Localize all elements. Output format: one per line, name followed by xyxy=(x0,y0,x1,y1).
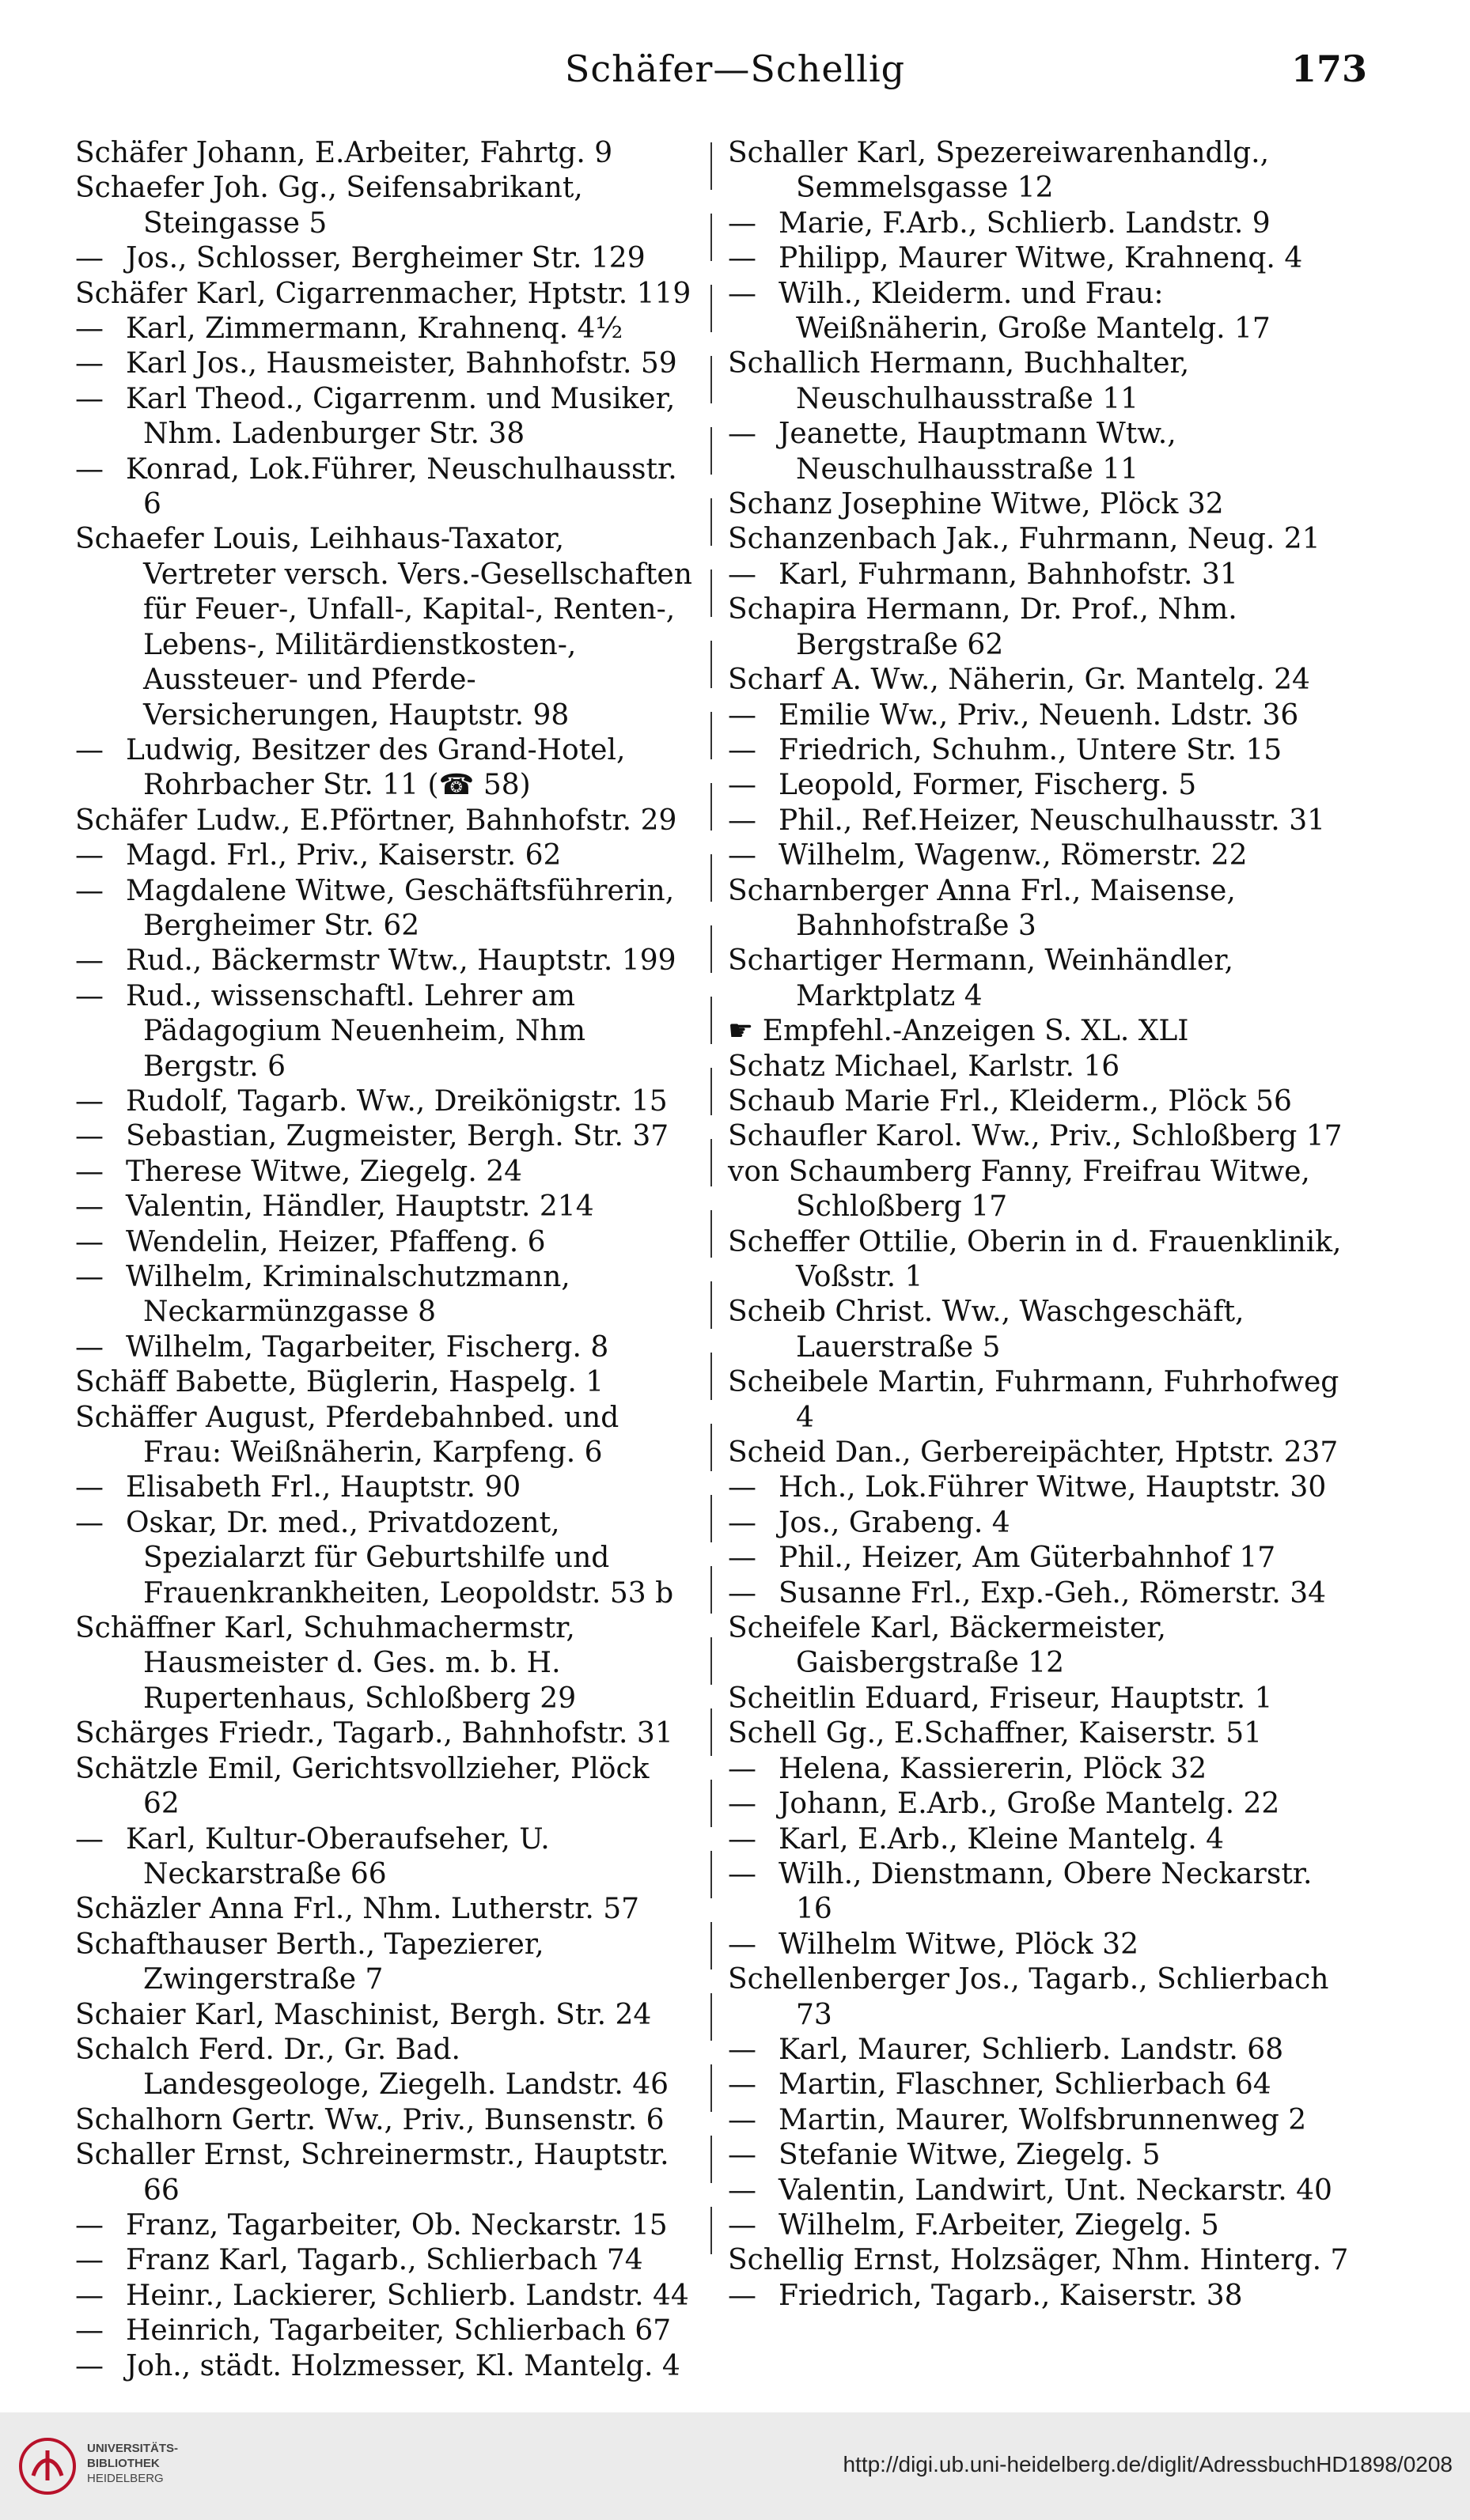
entry-text: Schalhorn Gertr. Ww., Priv., Bunsenstr. 6 xyxy=(75,2103,665,2136)
directory-entry xyxy=(728,1155,1353,1225)
repeat-name-dash: — xyxy=(728,2068,756,2102)
entry-text: von Schaumberg Fanny, Freifrau Witwe, Schloßberg 17 xyxy=(728,1155,1310,1224)
institution-line-3: HEIDELBERG xyxy=(87,2472,164,2485)
directory-entry xyxy=(75,2103,692,2138)
left-column xyxy=(75,136,692,2384)
repeat-name-dash: — xyxy=(728,2033,756,2066)
directory-entry xyxy=(728,558,1353,592)
directory-entry xyxy=(75,979,692,1084)
entry-text: Scheibele Martin, Fuhrmann, Fuhrhofweg 4 xyxy=(728,1366,1339,1434)
repeat-name-dash: — xyxy=(728,839,756,872)
repeat-name-dash: — xyxy=(728,558,756,591)
directory-entry xyxy=(728,1050,1353,1084)
entry-text: Valentin, Landwirt, Unt. Neckarstr. 40 xyxy=(779,2174,1332,2207)
directory-entry xyxy=(728,277,1353,347)
entry-text: Rudolf, Tagarb. Ww., Dreikönigstr. 15 xyxy=(126,1084,668,1118)
directory-entry xyxy=(728,592,1353,663)
entry-text: Hch., Lok.Führer Witwe, Hauptstr. 30 xyxy=(779,1471,1327,1504)
repeat-name-dash: — xyxy=(75,242,104,275)
entry-text: Magd. Frl., Priv., Kaiserstr. 62 xyxy=(126,839,562,872)
entry-text: Leopold, Former, Fischerg. 5 xyxy=(779,769,1197,802)
entry-text: Schalch Ferd. Dr., Gr. Bad. Landesgeologe, Ziegelh. Landstr. 46 xyxy=(75,2033,669,2102)
entry-text: Schäzler Anna Frl., Nhm. Lutherstr. 57 xyxy=(75,1893,640,1926)
directory-entry xyxy=(728,1857,1353,1928)
directory-entry xyxy=(75,1225,692,1260)
repeat-name-dash: — xyxy=(75,1155,104,1188)
entry-text: Schallich Hermann, Buchhalter, Neuschulhausstraße 11 xyxy=(728,347,1190,415)
digitization-footer xyxy=(0,2412,1470,2520)
directory-entry xyxy=(75,312,692,346)
directory-entry xyxy=(728,1716,1353,1751)
entry-text: ☛ Empfehl.-Anzeigen S. XL. XLI xyxy=(728,1015,1189,1048)
entry-text: Schärges Friedr., Tagarb., Bahnhofstr. 31 xyxy=(75,1717,673,1750)
directory-entry xyxy=(728,2174,1353,2208)
directory-entry xyxy=(75,1119,692,1154)
page-number: 173 xyxy=(1290,47,1367,90)
directory-entry xyxy=(728,1541,1353,1576)
directory-entry xyxy=(728,874,1353,944)
directory-entry xyxy=(728,487,1353,522)
entry-text: Joh., städt. Holzmesser, Kl. Mantelg. 4 xyxy=(126,2349,680,2382)
entry-text: Jos., Grabeng. 4 xyxy=(779,1506,1010,1539)
entry-text: Marie, F.Arb., Schlierb. Landstr. 9 xyxy=(779,206,1271,240)
directory-entry xyxy=(728,1682,1353,1716)
directory-entry xyxy=(728,206,1353,241)
entry-text: Wilh., Kleiderm. und Frau: Weißnäherin, Große Mantelg. 17 xyxy=(779,277,1271,346)
repeat-name-dash: — xyxy=(75,1822,104,1856)
directory-entry xyxy=(728,1611,1353,1682)
directory-entry xyxy=(75,804,692,838)
institution-line-2: BIBLIOTHEK xyxy=(87,2457,160,2470)
directory-entry xyxy=(728,417,1353,487)
directory-entry xyxy=(75,1190,692,1224)
directory-entry xyxy=(75,1330,692,1365)
entry-text: Schaefer Joh. Gg., Seifensabrikant, Steingasse 5 xyxy=(75,172,583,240)
directory-entry xyxy=(728,1506,1353,1541)
entry-text: Rud., Bäckermstr Wtw., Hauptstr. 199 xyxy=(126,944,676,978)
repeat-name-dash: — xyxy=(728,2279,756,2312)
entry-text: Schaller Ernst, Schreinermstr., Hauptstr. 66 xyxy=(75,2139,669,2207)
directory-entry xyxy=(75,1928,692,1998)
repeat-name-dash: — xyxy=(728,277,756,310)
entry-text: Karl, Fuhrmann, Bahnhofstr. 31 xyxy=(779,558,1238,591)
entry-text: Therese Witwe, Ziegelg. 24 xyxy=(126,1155,523,1188)
entry-text: Schapira Hermann, Dr. Prof., Nhm. Bergstraße 62 xyxy=(728,593,1237,661)
directory-entry xyxy=(75,2208,692,2243)
entry-text: Schellenberger Jos., Tagarb., Schlierbach 73 xyxy=(728,1963,1329,2031)
repeat-name-dash: — xyxy=(75,2279,104,2312)
directory-entry xyxy=(75,1365,692,1400)
entry-text: Schaub Marie Frl., Kleiderm., Plöck 56 xyxy=(728,1084,1292,1118)
directory-entry xyxy=(728,1752,1353,1787)
entry-text: Johann, E.Arb., Große Mantelg. 22 xyxy=(779,1788,1280,1821)
entry-text: Karl, Kultur-Oberaufseher, U. Neckarstraße 66 xyxy=(126,1822,550,1890)
directory-entry xyxy=(75,733,692,804)
repeat-name-dash: — xyxy=(75,979,104,1012)
repeat-name-dash: — xyxy=(75,1471,104,1504)
entry-text: Schatz Michael, Karlstr. 16 xyxy=(728,1050,1120,1083)
entry-text: Jeanette, Hauptmann Wtw., Neuschulhausstraße 11 xyxy=(779,418,1176,486)
directory-entry xyxy=(75,1470,692,1505)
entry-text: Wilhelm, Kriminalschutzmann, Neckarmünzgasse 8 xyxy=(126,1261,570,1329)
directory-entry xyxy=(728,241,1353,276)
directory-entry xyxy=(728,2208,1353,2243)
entry-text: Jos., Schlosser, Bergheimer Str. 129 xyxy=(126,242,646,275)
repeat-name-dash: — xyxy=(75,2349,104,2382)
entry-text: Wilhelm Witwe, Plöck 32 xyxy=(779,1928,1138,1961)
repeat-name-dash: — xyxy=(728,2208,756,2242)
directory-entry xyxy=(728,838,1353,873)
entry-text: Wilhelm, Wagenw., Römerstr. 22 xyxy=(779,839,1248,872)
column-divider xyxy=(710,142,712,2270)
directory-entry xyxy=(728,1119,1353,1154)
repeat-name-dash: — xyxy=(75,1120,104,1153)
directory-entry xyxy=(75,1822,692,1893)
entry-text: Magdalene Witwe, Geschäftsführerin, Bergheimer Str. 62 xyxy=(126,874,675,942)
entry-text: Martin, Maurer, Wolfsbrunnenweg 2 xyxy=(779,2103,1307,2136)
entry-text: Sebastian, Zugmeister, Bergh. Str. 37 xyxy=(126,1120,669,1153)
entry-text: Wilhelm, F.Arbeiter, Ziegelg. 5 xyxy=(779,2208,1219,2242)
entry-text: Heinr., Lackierer, Schlierb. Landstr. 44 xyxy=(126,2279,689,2312)
entry-text: Ludwig, Besitzer des Grand-Hotel, Rohrbacher Str. 11 (☎ 58) xyxy=(126,733,626,802)
directory-entry xyxy=(75,382,692,452)
directory-entry xyxy=(75,1998,692,2033)
entry-text: Karl, Zimmermann, Krahnenq. 4½ xyxy=(126,312,623,346)
repeat-name-dash: — xyxy=(728,1576,756,1610)
directory-entry xyxy=(75,136,692,171)
entry-text: Schellig Ernst, Holzsäger, Nhm. Hinterg. 7 xyxy=(728,2244,1349,2277)
directory-entry xyxy=(728,136,1353,206)
entry-text: Scheid Dan., Gerbereipächter, Hptstr. 237 xyxy=(728,1436,1339,1470)
directory-entry xyxy=(728,1962,1353,2033)
repeat-name-dash: — xyxy=(75,1190,104,1224)
directory-entry xyxy=(728,1084,1353,1119)
repeat-name-dash: — xyxy=(75,944,104,978)
entry-text: Schaefer Louis, Leihhaus-Taxator, Vertreter versch. Vers.-Gesellschaften für Feuer-, Unfall-, Kapital-, Renten-, Lebens-, Militärdienstkosten-, Aussteuer- und Pferde-Versicherungen, Hauptstr. 98 xyxy=(75,523,692,732)
repeat-name-dash: — xyxy=(75,312,104,346)
entry-text: Heinrich, Tagarbeiter, Schlierbach 67 xyxy=(126,2314,672,2348)
repeat-name-dash: — xyxy=(728,733,756,766)
repeat-name-dash: — xyxy=(75,874,104,907)
directory-entry xyxy=(728,804,1353,838)
entry-text: Schaufler Karol. Ww., Priv., Schloßberg 17 xyxy=(728,1120,1343,1153)
directory-entry xyxy=(75,1401,692,1471)
directory-entry xyxy=(75,944,692,978)
directory-entry xyxy=(728,346,1353,417)
repeat-name-dash: — xyxy=(728,1857,756,1890)
directory-entry xyxy=(728,1295,1353,1365)
entry-text: Scheffer Ottilie, Oberin in d. Frauenklinik, Voßstr. 1 xyxy=(728,1225,1342,1293)
entry-text: Helena, Kassiererin, Plöck 32 xyxy=(779,1752,1207,1785)
entry-text: Elisabeth Frl., Hauptstr. 90 xyxy=(126,1471,521,1504)
repeat-name-dash: — xyxy=(75,2244,104,2277)
entry-text: Martin, Flaschner, Schlierbach 64 xyxy=(779,2068,1271,2102)
directory-entry xyxy=(75,2243,692,2278)
repeat-name-dash: — xyxy=(728,1822,756,1856)
entry-text: Friedrich, Schuhm., Untere Str. 15 xyxy=(779,733,1282,766)
directory-entry xyxy=(728,2279,1353,2314)
repeat-name-dash: — xyxy=(75,733,104,766)
entry-text: Oskar, Dr. med., Privatdozent, Spezialarzt für Geburtshilfe und Frauenkrankheiten, Leopoldstr. 53 b xyxy=(126,1506,674,1610)
directory-entry xyxy=(75,452,692,523)
directory-entry xyxy=(728,1014,1353,1049)
repeat-name-dash: — xyxy=(75,1084,104,1118)
entry-text: Franz Karl, Tagarb., Schlierbach 74 xyxy=(126,2244,643,2277)
directory-entry xyxy=(75,1260,692,1330)
repeat-name-dash: — xyxy=(728,698,756,732)
directory-entry xyxy=(728,1787,1353,1822)
directory-entry xyxy=(75,1611,692,1716)
directory-entry xyxy=(728,2138,1353,2173)
directory-entry xyxy=(75,2349,692,2384)
repeat-name-dash: — xyxy=(75,1225,104,1258)
library-seal-icon xyxy=(16,2435,79,2498)
directory-entry xyxy=(728,768,1353,803)
entry-text: Konrad, Lok.Führer, Neuschulhausstr. 6 xyxy=(126,452,677,521)
directory-entry xyxy=(75,241,692,276)
entry-text: Scharf A. Ww., Näherin, Gr. Mantelg. 24 xyxy=(728,664,1310,697)
directory-entry xyxy=(728,1436,1353,1470)
entry-text: Karl, Maurer, Schlierb. Landstr. 68 xyxy=(779,2033,1284,2066)
repeat-name-dash: — xyxy=(75,452,104,486)
directory-entry xyxy=(728,2243,1353,2278)
directory-entry xyxy=(75,277,692,312)
directory-entry xyxy=(75,2033,692,2103)
directory-entry xyxy=(75,2138,692,2208)
directory-entry xyxy=(75,2279,692,2314)
directory-entry xyxy=(728,1365,1353,1436)
directory-entry xyxy=(75,1752,692,1822)
institution-line-1: UNIVERSITÄTS- xyxy=(87,2442,179,2455)
entry-text: Schartiger Hermann, Weinhändler, Marktplatz 4 xyxy=(728,944,1233,1012)
directory-entry xyxy=(728,698,1353,733)
entry-text: Scheifele Karl, Bäckermeister, Gaisbergstraße 12 xyxy=(728,1612,1166,1680)
entry-text: Schäfer Johann, E.Arbeiter, Fahrtg. 9 xyxy=(75,137,613,169)
directory-entry xyxy=(75,1892,692,1927)
entry-text: Karl Theod., Cigarrenm. und Musiker, Nhm. Ladenburger Str. 38 xyxy=(126,382,676,451)
repeat-name-dash: — xyxy=(75,2314,104,2348)
directory-entry xyxy=(728,733,1353,768)
repeat-name-dash: — xyxy=(75,347,104,380)
directory-entry xyxy=(728,944,1353,1014)
directory-entry xyxy=(75,1084,692,1119)
entry-text: Franz, Tagarbeiter, Ob. Neckarstr. 15 xyxy=(126,2208,668,2242)
repeat-name-dash: — xyxy=(75,1330,104,1364)
directory-entry xyxy=(75,346,692,381)
repeat-name-dash: — xyxy=(728,418,756,451)
entry-text: Schanzenbach Jak., Fuhrmann, Neug. 21 xyxy=(728,523,1320,556)
page-header xyxy=(0,47,1470,103)
repeat-name-dash: — xyxy=(728,1752,756,1785)
directory-entry xyxy=(728,1470,1353,1505)
entry-text: Wendelin, Heizer, Pfaffeng. 6 xyxy=(126,1225,546,1258)
directory-entry xyxy=(728,1928,1353,1962)
directory-entry xyxy=(75,2314,692,2348)
directory-entry xyxy=(728,663,1353,698)
repeat-name-dash: — xyxy=(728,1542,756,1575)
entry-text: Schäffner Karl, Schuhmachermstr, Hausmeister d. Ges. m. b. H. Rupertenhaus, Schloßberg 29 xyxy=(75,1612,577,1715)
running-head-title: Schäfer—Schellig xyxy=(564,47,906,90)
entry-text: Emilie Ww., Priv., Neuenh. Ldstr. 36 xyxy=(779,698,1299,732)
directory-entry xyxy=(75,1506,692,1611)
entry-text: Karl, E.Arb., Kleine Mantelg. 4 xyxy=(779,1822,1225,1856)
directory-entry xyxy=(728,522,1353,557)
entry-text: Philipp, Maurer Witwe, Krahnenq. 4 xyxy=(779,242,1303,275)
directory-entry xyxy=(75,171,692,241)
entry-text: Friedrich, Tagarb., Kaiserstr. 38 xyxy=(779,2279,1243,2312)
directory-entry xyxy=(728,1822,1353,1857)
repeat-name-dash: — xyxy=(728,1928,756,1961)
entry-text: Schätzle Emil, Gerichtsvollzieher, Plöck 62 xyxy=(75,1752,650,1821)
repeat-name-dash: — xyxy=(75,382,104,415)
entry-text: Wilhelm, Tagarbeiter, Fischerg. 8 xyxy=(126,1330,609,1364)
entry-text: Susanne Frl., Exp.-Geh., Römerstr. 34 xyxy=(779,1576,1327,1610)
directory-entry xyxy=(728,2103,1353,2138)
repeat-name-dash: — xyxy=(728,242,756,275)
repeat-name-dash: — xyxy=(728,1788,756,1821)
directory-entry xyxy=(728,2068,1353,2102)
repeat-name-dash: — xyxy=(75,2208,104,2242)
directory-entry xyxy=(728,1225,1353,1296)
entry-text: Karl Jos., Hausmeister, Bahnhofstr. 59 xyxy=(126,347,677,380)
repeat-name-dash: — xyxy=(75,839,104,872)
directory-entry xyxy=(728,1576,1353,1611)
entry-text: Scharnberger Anna Frl., Maisense, Bahnhofstraße 3 xyxy=(728,874,1236,942)
entry-text: Phil., Ref.Heizer, Neuschulhausstr. 31 xyxy=(779,804,1325,837)
entry-text: Stefanie Witwe, Ziegelg. 5 xyxy=(779,2139,1161,2172)
directory-entry xyxy=(75,874,692,944)
directory-entry xyxy=(75,522,692,732)
repeat-name-dash: — xyxy=(75,1261,104,1293)
repeat-name-dash: — xyxy=(728,769,756,802)
directory-entry xyxy=(728,2033,1353,2068)
entry-text: Schäfer Ludw., E.Pförtner, Bahnhofstr. 29 xyxy=(75,804,677,837)
entry-text: Valentin, Händler, Hauptstr. 214 xyxy=(126,1190,594,1224)
repeat-name-dash: — xyxy=(75,1506,104,1539)
entry-text: Schaier Karl, Maschinist, Bergh. Str. 24 xyxy=(75,1998,652,2031)
entry-text: Wilh., Dienstmann, Obere Neckarstr. 16 xyxy=(779,1857,1313,1926)
directory-entry xyxy=(75,1716,692,1751)
repeat-name-dash: — xyxy=(728,1471,756,1504)
right-column xyxy=(728,136,1353,2314)
entry-text: Schäff Babette, Büglerin, Haspelg. 1 xyxy=(75,1366,604,1399)
source-url-link[interactable]: http://digi.ub.uni-heidelberg.de/diglit/AdressbuchHD1898/0208 xyxy=(843,2452,1453,2476)
directory-entry xyxy=(75,1155,692,1190)
repeat-name-dash: — xyxy=(728,2174,756,2207)
entry-text: Phil., Heizer, Am Güterbahnhof 17 xyxy=(779,1542,1276,1575)
repeat-name-dash: — xyxy=(728,1506,756,1539)
repeat-name-dash: — xyxy=(728,2139,756,2172)
entry-text: Schanz Josephine Witwe, Plöck 32 xyxy=(728,488,1224,521)
repeat-name-dash: — xyxy=(728,804,756,837)
directory-entry xyxy=(75,838,692,873)
repeat-name-dash: — xyxy=(728,206,756,240)
entry-text: Schell Gg., E.Schaffner, Kaiserstr. 51 xyxy=(728,1717,1263,1750)
entry-text: Schafthauser Berth., Tapezierer, Zwingerstraße 7 xyxy=(75,1928,544,1996)
entry-text: Schaller Karl, Spezereiwarenhandlg., Semmelsgasse 12 xyxy=(728,137,1270,205)
repeat-name-dash: — xyxy=(728,2103,756,2136)
entry-text: Rud., wissenschaftl. Lehrer am Pädagogium Neuenheim, Nhm Bergstr. 6 xyxy=(126,979,585,1083)
entry-text: Scheib Christ. Ww., Waschgeschäft, Lauerstraße 5 xyxy=(728,1296,1245,1364)
entry-text: Schäffer August, Pferdebahnbed. und Frau: Weißnäherin, Karpfeng. 6 xyxy=(75,1401,619,1470)
entry-text: Schäfer Karl, Cigarrenmacher, Hptstr. 119 xyxy=(75,277,691,310)
institution-name xyxy=(87,2441,178,2486)
entry-text: Scheitlin Eduard, Friseur, Hauptstr. 1 xyxy=(728,1682,1273,1715)
